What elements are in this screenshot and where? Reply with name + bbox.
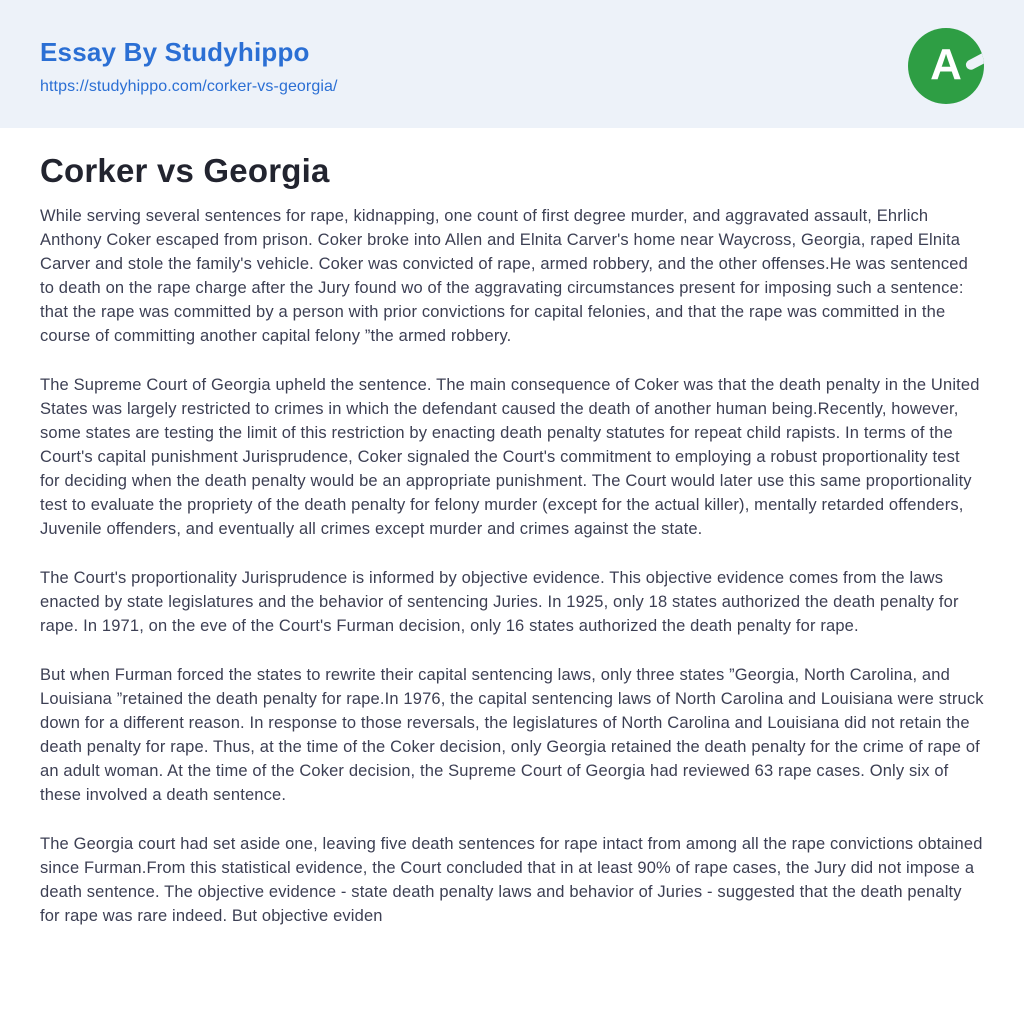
essay-paragraph-1: While serving several sentences for rape, kidnapping, one count of first degree murder, and aggravated assault, Ehrlich Anthony Coker escaped from prison. Coker broke into Allen and Elnita Carver's home near Waycross, Georgia, raped Elnita Carver and stole the family's vehicle. Coker was convicted of rape, armed robbery, and the other offenses.He was sentenced to death on the rape charge after the Jury found wo of the aggravating circumstances present for imposing such a sentence: that the rape was committed by a person with prior convictions for capital felonies, and that the rape was committed in the course of committing another capital felony ”the armed robbery. bbox=[40, 207, 968, 345]
essay-paragraph-5: The Georgia court had set aside one, leaving five death sentences for rape intact from among all the rape convictions obtained since Furman.From this statistical evidence, the Court concluded that in at least 90% of rape cases, the Jury did not impose a death sentence. The objective evidence - state death penalty laws and behavior of Juries - suggested that the death penalty for rape was rare indeed. But objective eviden bbox=[40, 835, 983, 925]
logo-letter: A bbox=[930, 40, 962, 89]
essay-title: Corker vs Georgia bbox=[40, 152, 330, 189]
essay-paragraph-2: The Supreme Court of Georgia upheld the sentence. The main consequence of Coker was that the death penalty in the United States was largely restricted to crimes in which the defendant caused the death of another human being.Recently, however, some states are testing the limit of this restriction by enacting death penalty statutes for repeat child rapists. In terms of the Court's capital punishment Jurisprudence, Coker signaled the Court's commitment to employing a robust proportionality test for deciding when the death penalty would be an appropriate punishment. The Court would later use this same proportionality test to evaluate the propriety of the death penalty for felony murder (except for the actual killer), mentally retarded offenders, Juvenile offenders, and eventually all crimes except murder and crimes against the state. bbox=[40, 376, 980, 538]
essay-paragraph-3: The Court's proportionality Jurisprudence is informed by objective evidence. This objective evidence comes from the laws enacted by state legislatures and the behavior of sentencing Juries. In 1925, only 18 states authorized the death penalty for rape. In 1971, on the eve of the Court's Furman decision, only 16 states authorized the death penalty for rape. bbox=[40, 569, 959, 635]
page-header bbox=[0, 0, 1024, 128]
essay-paragraph-4: But when Furman forced the states to rewrite their capital sentencing laws, only three states ”Georgia, North Carolina, and Louisiana ”retained the death penalty for rape.In 1976, the capital sentencing laws of North Carolina and Louisiana were struck down for a different reason. In response to those reversals, the legislatures of North Carolina and Louisiana did not retain the death penalty for rape. Thus, at the time of the Coker decision, only Georgia retained the death penalty for the crime of rape of an adult woman. At the time of the Coker decision, the Supreme Court of Georgia had reviewed 63 rape cases. Only six of these involved a death sentence. bbox=[40, 666, 984, 804]
site-title: Essay By Studyhippo bbox=[40, 36, 310, 67]
header-text-block bbox=[40, 37, 338, 96]
source-url-link[interactable]: https://studyhippo.com/corker-vs-georgia/ bbox=[40, 77, 338, 95]
studyhippo-logo-icon bbox=[908, 28, 984, 104]
essay-content bbox=[0, 128, 1024, 948]
